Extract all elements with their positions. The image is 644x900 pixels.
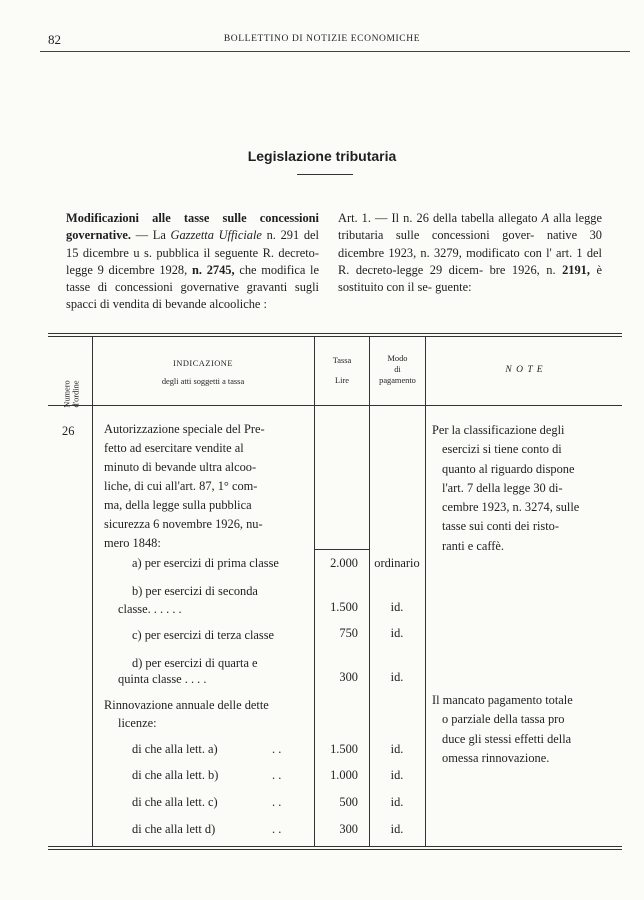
description-line: ma, della legge sulla pubblica: [104, 498, 252, 512]
description-line: mero 1848:: [104, 536, 161, 550]
note-line: duce gli stessi effetti della: [442, 731, 572, 746]
intro-text: alcooliche :: [209, 297, 267, 312]
item-c: c) per esercizi di terza classe: [132, 628, 275, 642]
header-text: Tassa: [332, 356, 352, 365]
item-b: b) per esercizi di seconda: [132, 584, 258, 598]
item-b: classe. . . . . .: [118, 602, 182, 616]
decree-number: 2191,: [562, 262, 590, 277]
note-line: cembre 1923, n. 3274, sulle: [442, 500, 580, 515]
modo-value: id.: [390, 626, 404, 640]
intro-text: che: [239, 262, 257, 277]
intro-text: del 15 dicembre u s. pubblica il seguente: [66, 228, 319, 260]
renewal-heading: licenze:: [118, 716, 157, 730]
section-title: Legislazione tributaria: [247, 148, 397, 164]
column-header-numero: [63, 380, 81, 407]
running-title: BOLLETTINO DI NOTIZIE ECONOMICHE: [223, 34, 421, 44]
table-bottom-rule: [48, 846, 622, 847]
modo-value: id.: [390, 742, 404, 756]
note-line: Il mancato pagamento totale: [432, 693, 573, 707]
header-text: Modo: [387, 354, 408, 363]
tassa-value: 500: [339, 795, 358, 809]
renewal-item: di che alla lett. a): [132, 742, 218, 756]
intro-text: R. decreto-legge 9 dicembre 1928,: [66, 245, 319, 277]
item-d: quinta classe . . . .: [118, 672, 207, 686]
row-description: [104, 420, 310, 553]
article-text: guente:: [435, 280, 472, 295]
intro-text: modifica le tasse di concessioni governative: [66, 262, 319, 295]
tassa-value: 2.000: [330, 556, 358, 570]
article-heading: Modificazioni alle tasse sulle concessioni governative.: [66, 211, 319, 243]
intro-right-column: [338, 210, 602, 296]
modo-value: id.: [390, 795, 404, 809]
leader-dots: . .: [272, 768, 282, 782]
decree-number: n. 2745,: [191, 262, 235, 277]
table-top-rule: [48, 336, 622, 337]
description-line: sicurezza 6 novembre 1926, nu-: [104, 517, 263, 531]
article-text: bre 1926, n.: [489, 262, 556, 277]
title-rule: [297, 174, 353, 175]
renewal-item: di che alla lett. b): [132, 768, 219, 782]
intro-text: n. 291: [266, 228, 300, 243]
description-line: liche, di cui all'art. 87, 1° com-: [104, 479, 258, 493]
cell-rule: [314, 549, 369, 550]
description-line: Autorizzazione speciale del Pre-: [104, 422, 265, 436]
tassa-value: 300: [339, 670, 358, 684]
note-line: ranti e caffè.: [442, 538, 505, 553]
note-line: Per la classificazione degli: [432, 423, 565, 437]
leader-dots: . .: [272, 822, 282, 836]
note-nonpayment: [432, 691, 610, 768]
article-text: Art. 1. — Il n. 26 della tabella allegato: [338, 211, 538, 225]
intro-left-column: [66, 210, 319, 314]
column-header-indicazione: [96, 358, 310, 387]
tassa-value: 750: [339, 626, 358, 640]
description-line: fetto ad esercitare vendite al: [104, 441, 244, 455]
row-number: 26: [62, 424, 75, 438]
intro-text: gravanti sugli spacci di vendita di bevande: [66, 280, 319, 312]
table-top-rule: [48, 333, 622, 334]
article-text: alla legge tributaria sulle concessioni gover-: [338, 211, 602, 243]
annex-letter: A: [541, 211, 550, 225]
column-header-tassa: [316, 355, 368, 386]
table-header-rule: [48, 405, 622, 406]
leader-dots: . .: [272, 795, 282, 809]
header-rule: [40, 51, 630, 52]
header-text: d'ordine: [71, 380, 81, 408]
tassa-value: 1.500: [330, 600, 358, 614]
note-line: omessa rinnovazione.: [442, 750, 550, 765]
note-classification: [432, 421, 610, 556]
modo-value: id.: [390, 670, 404, 684]
header-text: INDICAZIONE: [173, 359, 233, 368]
header-text: Lire: [335, 376, 349, 385]
column-divider: [314, 337, 315, 846]
intro-dash: — La: [135, 228, 166, 243]
note-line: quanto al riguardo dispone: [442, 461, 575, 476]
renewal-heading: Rinnovazione annuale delle dette: [104, 698, 269, 712]
tassa-value: 300: [339, 822, 358, 836]
item-a: a) per esercizi di prima classe: [132, 556, 279, 570]
article-text: native 30 dicembre 1923, n. 3279, modificato: [338, 228, 602, 260]
renewal-item: di che alla lett d): [132, 822, 216, 836]
renewal-item: di che alla lett. c): [132, 795, 218, 809]
column-divider: [425, 337, 426, 846]
tassa-value: 1.500: [330, 742, 358, 756]
article-text: è sostituito con il se-: [338, 262, 602, 295]
modo-value: id.: [390, 768, 404, 782]
article-text: con l' art. 1 del R. decreto-legge 29 dicem-: [338, 245, 602, 277]
note-line: tasse sui conti dei risto-: [442, 519, 560, 534]
header-text: degli atti soggetti a tassa: [161, 377, 245, 386]
gazette-name: Gazzetta Ufficiale: [170, 228, 262, 243]
modo-value: ordinario: [374, 556, 420, 570]
note-line: l'art. 7 della legge 30 di-: [442, 480, 563, 495]
leader-dots: . .: [272, 742, 282, 756]
note-line: esercizi si tiene conto di: [442, 442, 562, 457]
description-line: minuto di bevande ultra alcoo-: [104, 460, 257, 474]
modo-value: id.: [390, 600, 404, 614]
header-text: Numero: [62, 380, 72, 408]
header-text: di: [394, 365, 401, 374]
item-d: d) per esercizi di quarta e: [132, 656, 258, 670]
column-divider: [92, 337, 93, 846]
header-text: pagamento: [379, 376, 416, 385]
table-bottom-rule: [48, 849, 622, 850]
column-header-modo: [370, 353, 425, 386]
page-number: 82: [48, 32, 61, 47]
tassa-value: 1.000: [330, 768, 358, 782]
note-line: o parziale della tassa pro: [442, 712, 565, 727]
column-header-note: N O T E: [505, 365, 544, 375]
modo-value: id.: [390, 822, 404, 836]
